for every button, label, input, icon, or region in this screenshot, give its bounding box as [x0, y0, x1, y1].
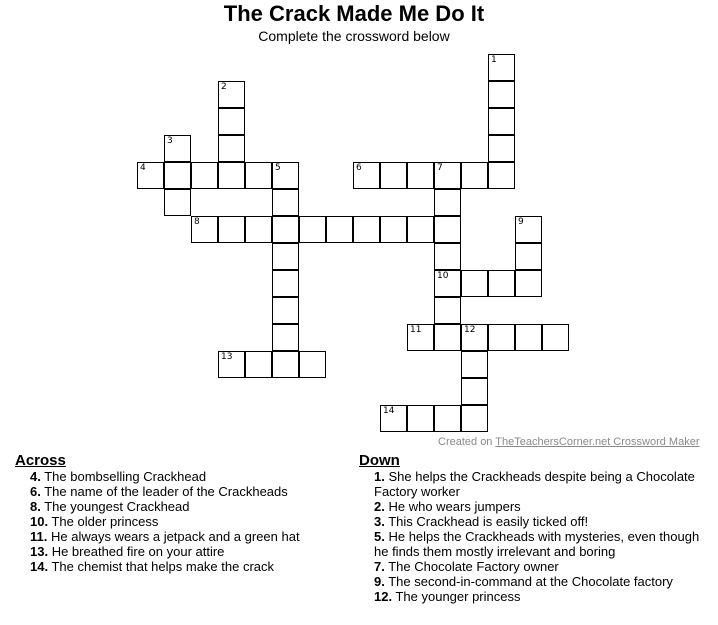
- grid-cell[interactable]: [326, 216, 353, 243]
- grid-cell[interactable]: [488, 162, 515, 189]
- clue-number: 1.: [374, 469, 385, 484]
- across-clue: [30, 499, 340, 514]
- across-clue: [30, 544, 340, 559]
- clue-number: 13.: [30, 544, 49, 559]
- puzzle-subtitle: Complete the crossword below: [258, 28, 450, 44]
- clue-number: 4.: [30, 469, 41, 484]
- grid-cell[interactable]: [245, 351, 272, 378]
- grid-cell[interactable]: [515, 270, 542, 297]
- grid-cell[interactable]: [272, 216, 299, 243]
- grid-cell[interactable]: [272, 297, 299, 324]
- clue-number-label: 3: [167, 136, 173, 146]
- grid-cell[interactable]: [245, 216, 272, 243]
- grid-cell[interactable]: [461, 351, 488, 378]
- grid-cell[interactable]: [434, 216, 461, 243]
- clue-text: The younger princess: [395, 589, 521, 604]
- grid-cell[interactable]: [164, 162, 191, 189]
- grid-cell[interactable]: [191, 162, 218, 189]
- clue-number: 7.: [374, 559, 385, 574]
- clue-number-label: 1: [491, 55, 497, 65]
- grid-cell[interactable]: [380, 216, 407, 243]
- grid-cell[interactable]: [272, 162, 299, 189]
- grid-cell[interactable]: [272, 243, 299, 270]
- grid-cell[interactable]: [380, 162, 407, 189]
- clue-number: 3.: [374, 514, 385, 529]
- grid-cell[interactable]: [488, 135, 515, 162]
- clue-number-label: 8: [194, 217, 200, 227]
- grid-cell[interactable]: [407, 324, 434, 351]
- clue-text: The bombselling Crackhead: [44, 469, 207, 484]
- down-clue: [374, 469, 704, 499]
- across-clue: [30, 559, 340, 574]
- grid-cell[interactable]: [272, 189, 299, 216]
- clue-number: 8.: [30, 499, 41, 514]
- clue-text: The chemist that helps make the crack: [51, 559, 275, 574]
- grid-cell[interactable]: [272, 270, 299, 297]
- grid-cell[interactable]: [272, 351, 299, 378]
- credit-link[interactable]: TheTeachersCorner.net Crossword Maker: [495, 436, 700, 448]
- grid-cell[interactable]: [461, 162, 488, 189]
- clue-number: 6.: [30, 484, 41, 499]
- clue-number-label: 13: [221, 352, 233, 362]
- clue-number-label: 11: [410, 325, 422, 335]
- clue-text: He breathed fire on your attire: [51, 544, 225, 559]
- grid-cell[interactable]: [434, 270, 461, 297]
- clue-text: The older princess: [51, 514, 159, 529]
- clue-text: The second-in-command at the Chocolate factory: [388, 574, 673, 589]
- clue-number: 10.: [30, 514, 49, 529]
- grid-cell[interactable]: [488, 270, 515, 297]
- down-clue: [374, 529, 704, 559]
- grid-cell[interactable]: [164, 189, 191, 216]
- clue-number-label: 5: [275, 163, 281, 173]
- credit-line: [438, 436, 700, 448]
- grid-cell[interactable]: [218, 108, 245, 135]
- grid-cell[interactable]: [515, 216, 542, 243]
- grid-cell[interactable]: [434, 324, 461, 351]
- grid-cell[interactable]: [461, 270, 488, 297]
- clue-number: 12.: [374, 589, 393, 604]
- across-clue-list: [30, 469, 340, 574]
- clue-number-label: 2: [221, 82, 227, 92]
- clue-text: He always wears a jetpack and a green hat: [50, 529, 300, 544]
- clue-text: He who wears jumpers: [388, 499, 521, 514]
- down-heading: Down: [359, 452, 400, 469]
- grid-cell[interactable]: [272, 324, 299, 351]
- clue-number-label: 6: [356, 163, 362, 173]
- down-clue: [374, 559, 704, 574]
- clue-number: 14.: [30, 559, 49, 574]
- clue-number: 2.: [374, 499, 385, 514]
- grid-cell[interactable]: [218, 162, 245, 189]
- grid-cell[interactable]: [461, 405, 488, 432]
- grid-cell[interactable]: [407, 405, 434, 432]
- grid-cell[interactable]: [164, 135, 191, 162]
- grid-cell[interactable]: [461, 324, 488, 351]
- clue-text: She helps the Crackheads despite being a Chocolate Factory worker: [374, 469, 695, 499]
- grid-cell[interactable]: [137, 162, 164, 189]
- grid-cell[interactable]: [407, 216, 434, 243]
- grid-cell[interactable]: [380, 405, 407, 432]
- grid-cell[interactable]: [218, 216, 245, 243]
- clue-number: 5.: [374, 529, 385, 544]
- down-clue: [374, 499, 704, 514]
- clue-number-label: 10: [437, 271, 449, 281]
- across-clue: [30, 514, 340, 529]
- grid-cell[interactable]: [488, 324, 515, 351]
- across-clue: [30, 469, 340, 484]
- grid-cell[interactable]: [434, 243, 461, 270]
- grid-cell[interactable]: [353, 162, 380, 189]
- clue-number: 11.: [30, 529, 48, 544]
- grid-cell[interactable]: [299, 351, 326, 378]
- clue-number: 9.: [374, 574, 385, 589]
- grid-cell[interactable]: [461, 378, 488, 405]
- clue-number-label: 7: [437, 163, 443, 173]
- grid-cell[interactable]: [218, 351, 245, 378]
- grid-cell[interactable]: [407, 162, 434, 189]
- grid-cell[interactable]: [434, 162, 461, 189]
- clue-number-label: 9: [518, 217, 524, 227]
- clue-number-label: 4: [140, 163, 146, 173]
- grid-cell[interactable]: [245, 162, 272, 189]
- grid-cell[interactable]: [515, 243, 542, 270]
- grid-cell[interactable]: [218, 135, 245, 162]
- puzzle-title: The Crack Made Me Do It: [223, 1, 485, 26]
- grid-cell[interactable]: [191, 216, 218, 243]
- down-clue: [374, 574, 704, 589]
- clue-text: He helps the Crackheads with mysteries, even though he finds them mostly irrelevant and boring: [374, 529, 700, 559]
- grid-cell[interactable]: [515, 324, 542, 351]
- grid-cell[interactable]: [488, 54, 515, 81]
- down-clue-list: [374, 469, 704, 604]
- grid-cell[interactable]: [488, 108, 515, 135]
- down-clue: [374, 589, 704, 604]
- down-clue: [374, 514, 704, 529]
- clue-number-label: 12: [464, 325, 476, 335]
- clue-text: This Crackhead is easily ticked off!: [388, 514, 589, 529]
- clue-text: The name of the leader of the Crackheads: [44, 484, 288, 499]
- across-clue: [30, 529, 340, 544]
- grid-cell[interactable]: [488, 81, 515, 108]
- across-clue: [30, 484, 340, 499]
- grid-cell[interactable]: [434, 297, 461, 324]
- grid-cell[interactable]: [299, 216, 326, 243]
- grid-cell[interactable]: [434, 405, 461, 432]
- grid-cell[interactable]: [353, 216, 380, 243]
- clue-text: The youngest Crackhead: [44, 499, 190, 514]
- grid-cell[interactable]: [218, 81, 245, 108]
- credit-prefix: Created on: [438, 436, 496, 448]
- across-heading: Across: [15, 452, 66, 469]
- clue-text: The Chocolate Factory owner: [388, 559, 559, 574]
- clue-number-label: 14: [383, 406, 395, 416]
- grid-cell[interactable]: [434, 189, 461, 216]
- grid-cell[interactable]: [542, 324, 569, 351]
